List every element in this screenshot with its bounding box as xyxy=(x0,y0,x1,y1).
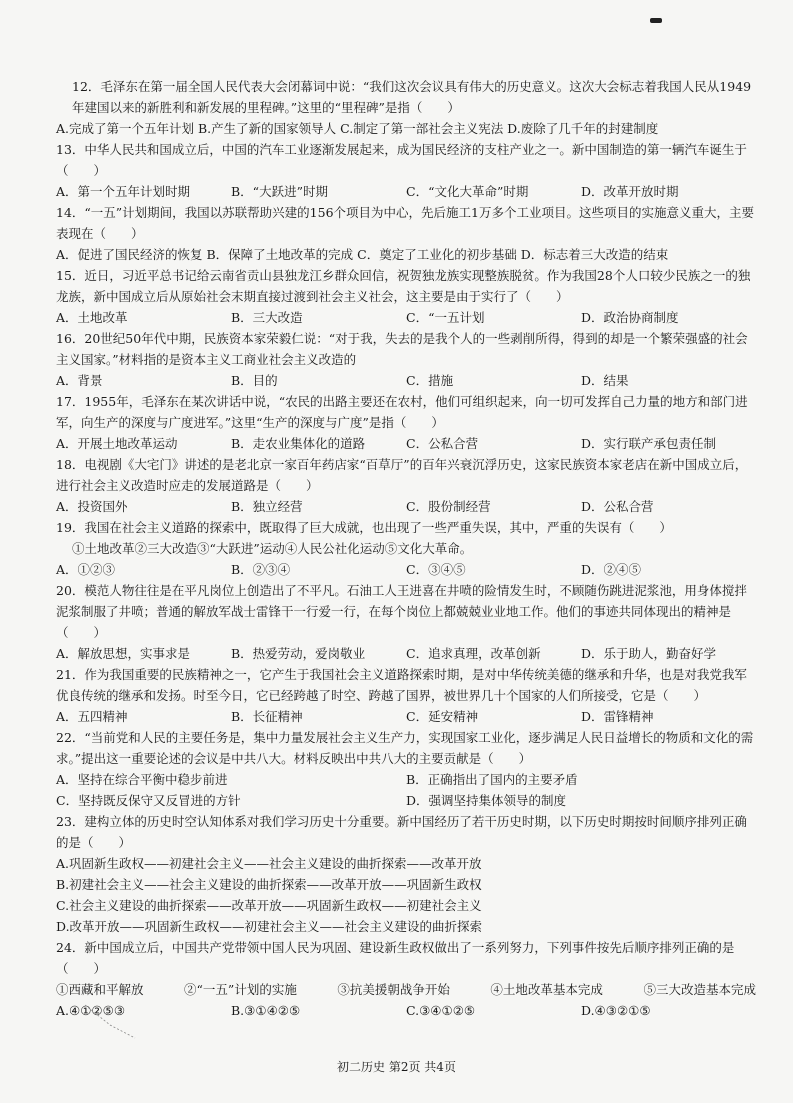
question-stem: 16．20世纪50年代中期，民族资本家荣毅仁说：“对于我，失去的是我个人的一些剥削所得，得到的却是一个繁荣强盛的社会主义国家。”材料指的是资本主义工商业社会主义改造的 xyxy=(56,331,748,367)
options-line: A.完成了第一个五年计划 B.产生了新的国家领导人 C.制定了第一部社会主义宪法 D.废除了几千年的封建制度 xyxy=(56,121,659,136)
option-a: A．投资国外 xyxy=(56,499,128,514)
question-list xyxy=(56,76,756,1021)
question-stem: 19．我国在社会主义道路的探索中，既取得了巨大成就，也出现了一些严重失误，其中，严重的失误有（ ） xyxy=(56,520,672,535)
option-c: C．延安精神 xyxy=(406,709,479,724)
options xyxy=(56,559,756,580)
option-a: A.④①②⑤③ xyxy=(56,1003,126,1018)
option-b: B.③①④②⑤ xyxy=(231,1003,301,1018)
option-a: A．开展土地改革运动 xyxy=(56,436,178,451)
event-4: ④土地改革基本完成 xyxy=(490,982,603,997)
option-d: D．结果 xyxy=(581,373,629,388)
page-footer: 初二历史 第2页 共4页 xyxy=(337,1060,456,1074)
question-stem: 23．建构立体的历史时空认知体系对我们学习历史十分重要。新中国经历了若干历史时期，以下历史时期按时间顺序排列正确的是（ ） xyxy=(56,814,747,850)
options xyxy=(56,370,756,391)
question-24 xyxy=(56,937,756,1021)
option-b: B．正确指出了国内的主要矛盾 xyxy=(406,772,578,787)
option-c: C．追求真理，改革创新 xyxy=(406,646,541,661)
event-1: ①西藏和平解放 xyxy=(56,982,144,997)
option-d: D．强调坚持集体领导的制度 xyxy=(406,793,567,808)
option-a: A．五四精神 xyxy=(56,709,128,724)
question-12 xyxy=(56,76,756,139)
options xyxy=(56,181,756,202)
option-b: B．目的 xyxy=(231,373,278,388)
options xyxy=(56,643,756,664)
question-stem: 17．1955年，毛泽东在某次讲话中说，“农民的出路主要还在农村，他们可组织起来，向一切可发挥自己力量的地方和部门进军，向生产的深度与广度进军。”这里“生产的深度与广度”是指（ ） xyxy=(56,394,748,430)
scan-mark xyxy=(650,18,662,23)
options xyxy=(56,1000,756,1021)
option-d: D．乐于助人，勤奋好学 xyxy=(581,646,717,661)
question-stem: 14．“一五”计划期间，我国以苏联帮助兴建的156个项目为中心，先后施工1万多个工业项目。这些项目的实施意义重大，主要表现在（ ） xyxy=(56,205,755,241)
option-b: B．独立经营 xyxy=(231,499,303,514)
option-b: B.初建社会主义——社会主义建设的曲折探索——改革开放——巩固新生政权 xyxy=(56,877,482,892)
option-a: A．坚持在综合平衡中稳步前进 xyxy=(56,772,228,787)
question-23 xyxy=(56,811,756,937)
option-b: B．热爱劳动，爱岗敬业 xyxy=(231,646,366,661)
option-d: D.改革开放——巩固新生政权——初建社会主义——社会主义建设的曲折探索 xyxy=(56,919,483,934)
question-stem: 24．新中国成立后，中国共产党带领中国人民为巩固、建设新生政权做出了一系列努力，下列事件按先后顺序排列正确的是（ ） xyxy=(56,940,735,976)
option-c: C．“一五计划 xyxy=(406,310,485,325)
option-c: C．措施 xyxy=(406,373,454,388)
option-d: D．政治协商制度 xyxy=(581,310,679,325)
option-d: D．改革开放时期 xyxy=(581,184,679,199)
option-c: C．“文化大革命”时期 xyxy=(406,184,529,199)
event-3: ③抗美援朝战争开始 xyxy=(337,982,450,997)
option-a: A．解放思想，实事求是 xyxy=(56,646,191,661)
option-a: A．第一个五年计划时期 xyxy=(56,184,191,199)
option-c: C．公私合营 xyxy=(406,436,479,451)
option-a: A．土地改革 xyxy=(56,310,128,325)
options xyxy=(56,433,756,454)
event-5: ⑤三大改造基本完成 xyxy=(643,982,756,997)
option-d: D．雷锋精神 xyxy=(581,709,654,724)
question-sub-items: ①土地改革②三大改造③“大跃进”运动④人民公社化运动⑤文化大革命。 xyxy=(72,541,473,556)
question-stem: 20．模范人物往往是在平凡岗位上创造出了不平凡。石油工人王进喜在井喷的险情发生时，不顾随伤跳进泥浆池，用身体搅拌泥浆制服了井喷；普通的解放军战士雷锋干一行爱一行，在每个岗位上都兢兢业业地工作。他们的事迹共同体现出的精神是（ ） xyxy=(56,583,747,640)
question-stem: 13．中华人民共和国成立后，中国的汽车工业逐渐发展起来，成为国民经济的支柱产业之一。新中国制造的第一辆汽车诞生于（ ） xyxy=(56,142,747,178)
option-c: C．坚持既反保守又反冒进的方针 xyxy=(56,793,241,808)
question-14 xyxy=(56,202,756,265)
option-d: D．公私合营 xyxy=(581,499,654,514)
pencil-scratch-mark xyxy=(80,1000,140,1040)
options-line: A．促进了国民经济的恢复 B．保障了土地改革的完成 C．奠定了工业化的初步基础 D．标志着三大改造的结束 xyxy=(56,247,669,262)
option-c: C.社会主义建设的曲折探索——改革开放——巩固新生政权——初建社会主义 xyxy=(56,898,482,913)
option-b: B．长征精神 xyxy=(231,709,303,724)
question-20 xyxy=(56,580,756,664)
option-c: C．股份制经营 xyxy=(406,499,491,514)
event-list xyxy=(56,979,756,1000)
option-d: D．实行联产承包责任制 xyxy=(581,436,717,451)
option-d: D.④③②①⑤ xyxy=(581,1003,651,1018)
question-stem: 12．毛泽东在第一届全国人民代表大会闭幕词中说：“我们这次会议具有伟大的历史意义。这次大会标志着我国人民从1949年建国以来的新胜利和新发展的里程碑。”这里的“里程碑”是指（ ） xyxy=(72,79,752,115)
options xyxy=(56,496,756,517)
options xyxy=(56,769,756,811)
question-16 xyxy=(56,328,756,391)
question-22 xyxy=(56,727,756,811)
option-a: A．①②③ xyxy=(56,562,116,577)
question-17 xyxy=(56,391,756,454)
event-2: ②“一五”计划的实施 xyxy=(184,982,297,997)
question-15 xyxy=(56,265,756,328)
question-21 xyxy=(56,664,756,727)
option-a: A．背景 xyxy=(56,373,103,388)
question-19 xyxy=(56,517,756,580)
question-stem: 15．近日，习近平总书记给云南省贡山县独龙江乡群众回信，祝贺独龙族实现整族脱贫。作为我国28个人口较少民族之一的独龙族，新中国成立后从原始社会末期直接过渡到社会主义社会，这主要是由于实行了（ ） xyxy=(56,268,751,304)
option-c: C．③④⑤ xyxy=(406,562,466,577)
question-18 xyxy=(56,454,756,517)
options xyxy=(56,307,756,328)
options xyxy=(56,706,756,727)
question-stem: 22．“当前党和人民的主要任务是，集中力量发展社会主义生产力，实现国家工业化，逐步满足人民日益增长的物质和文化的需求。”提出这一重要论述的会议是中共八大。材料反映出中共八大的主要贡献是（ ） xyxy=(56,730,754,766)
option-d: D．②④⑤ xyxy=(581,562,642,577)
question-13 xyxy=(56,139,756,202)
question-stem: 21．作为我国重要的民族精神之一，它产生于我国社会主义道路探索时期，是对中华传统美德的继承和升华，也是对我党我军优良传统的继承和发扬。时至今日，它已经跨越了时空、跨越了国界，被世界几十个国家的人们所接受，它是（ ） xyxy=(56,667,747,703)
option-b: B．②③④ xyxy=(231,562,291,577)
question-stem: 18．电视剧《大宅门》讲述的是老北京一家百年药店家“百草厅”的百年兴衰沉浮历史，这家民族资本家老店在新中国成立后，进行社会主义改造时应走的发展道路是（ ） xyxy=(56,457,748,493)
option-b: B．“大跃进”时期 xyxy=(231,184,328,199)
option-a: A.巩固新生政权——初建社会主义——社会主义建设的曲折探索——改革开放 xyxy=(56,856,482,871)
option-b: B．走农业集体化的道路 xyxy=(231,436,366,451)
option-b: B．三大改造 xyxy=(231,310,303,325)
option-c: C.③④①②⑤ xyxy=(406,1003,476,1018)
